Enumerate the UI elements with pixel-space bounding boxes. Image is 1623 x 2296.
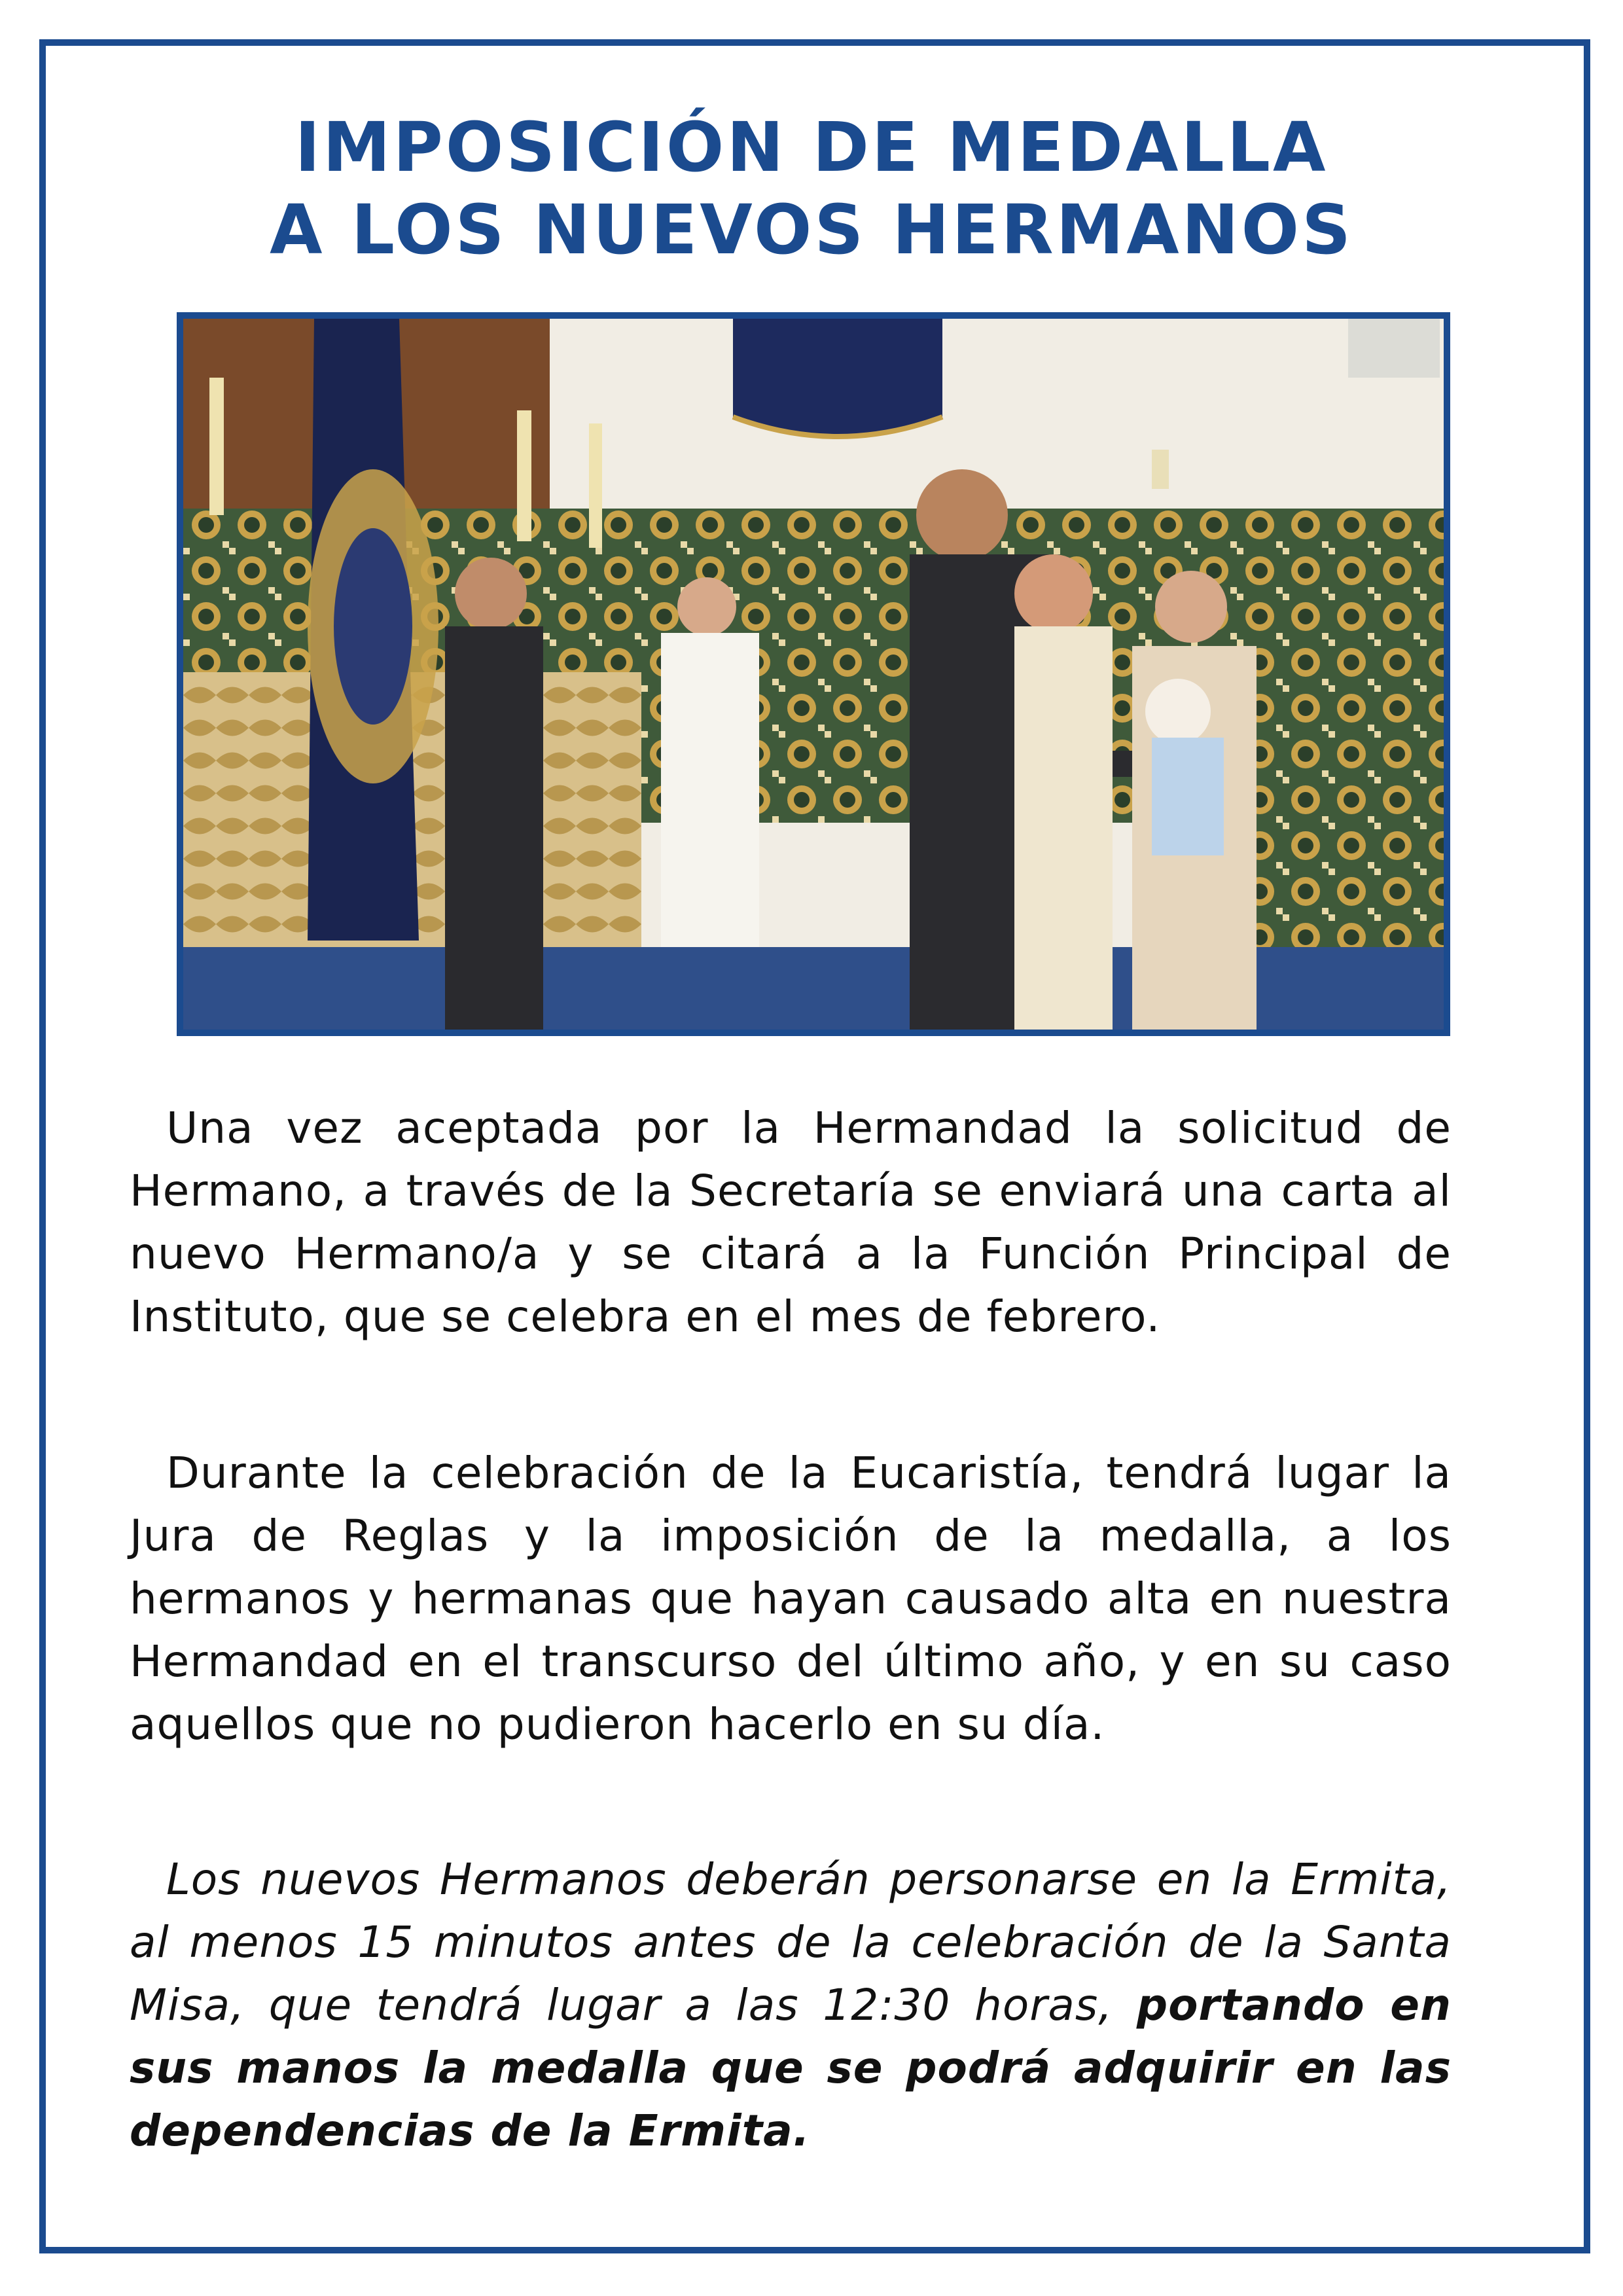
paragraph-3-emphasis: portando en sus manos la medalla que se podrá adquirir en las dependencias de la Ermita.: [130, 1980, 1452, 2156]
page-title: [0, 106, 1623, 271]
paragraph-3: [130, 1848, 1452, 2162]
title-line-2: A LOS NUEVOS HERMANOS: [270, 190, 1353, 270]
ceremony-photo: [177, 312, 1450, 1036]
paragraph-1: Una vez aceptada por la Hermandad la solicitud de Hermano, a través de la Secretaría se enviará una carta al nuevo Hermano/a y se citará a la Función Principal de Instituto, que se celebra en el mes de febrero.: [130, 1103, 1452, 1342]
title-line-1: IMPOSICIÓN DE MEDALLA: [294, 107, 1329, 187]
paragraph-2: Durante la celebración de la Eucaristía, tendrá lugar la Jura de Reglas y la imposición de la medalla, a los hermanos y hermanas que hayan causado alta en nuestra Hermandad en el transcurso del último año, y en su caso aquellos que no pudieron hacerlo en su día.: [130, 1448, 1452, 1749]
paragraph-3-text: Los nuevos Hermanos deberán personarse en la Ermita, al menos 15 minutos antes de la celebración de la Santa Misa, que tendrá lugar a las 12:30 horas,: [130, 1854, 1452, 2030]
